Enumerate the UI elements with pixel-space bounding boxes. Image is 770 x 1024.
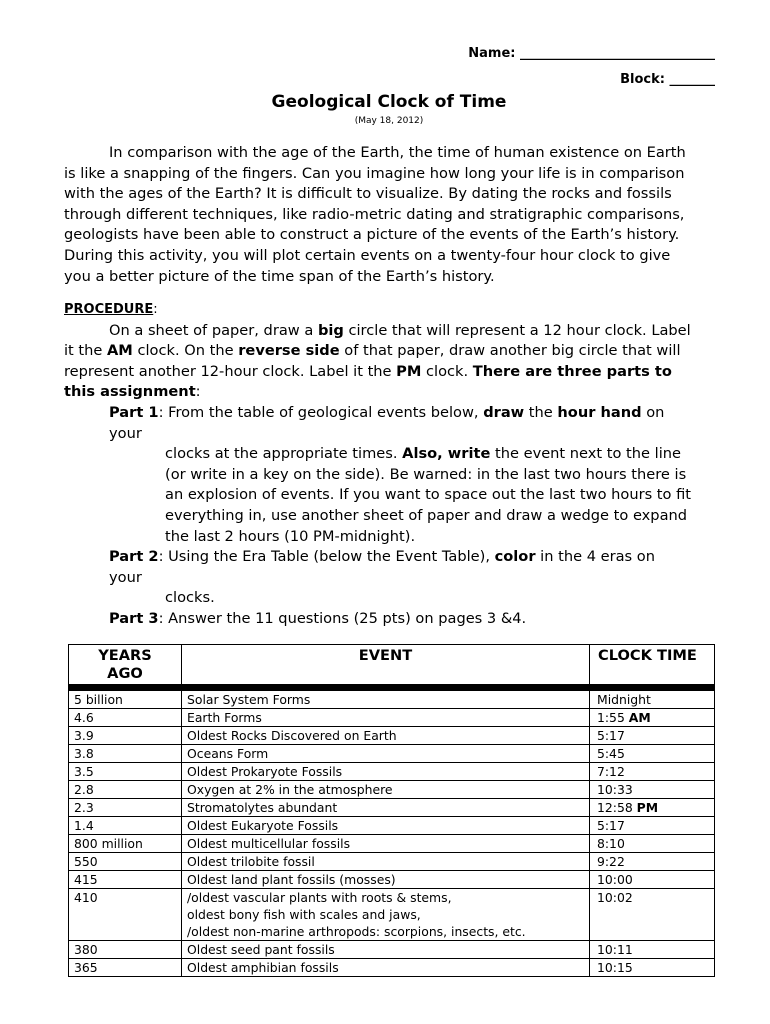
- years-ago-cell: 4.6: [69, 709, 182, 727]
- years-ago-cell: 415: [69, 871, 182, 889]
- am-pm-marker: PM: [636, 800, 659, 815]
- part2-line: Part 2: Using the Era Table (below the Event Table), color in the 4 eras on: [109, 548, 655, 566]
- years-ago-cell: 5 billion: [69, 691, 182, 709]
- event-text: Oldest Prokaryote Fossils: [187, 764, 343, 779]
- event-cell: [182, 959, 590, 977]
- table-row: [69, 889, 715, 941]
- intro-line: geologists have been able to construct a picture of the events of the Earth’s history.: [64, 226, 680, 244]
- event-text: Oldest land plant fossils (mosses): [187, 872, 396, 887]
- event-cell: [182, 799, 590, 817]
- clock-time-value: 5:45: [597, 746, 625, 761]
- years-ago-cell: 2.3: [69, 799, 182, 817]
- procedure-section: [64, 300, 724, 630]
- clock-time-value: 9:22: [597, 854, 625, 869]
- table-row: [69, 853, 715, 871]
- event-cell: [182, 763, 590, 781]
- block-field-label: Block: _______: [620, 72, 715, 87]
- years-ago-cell: 550: [69, 853, 182, 871]
- years-ago-cell: 410: [69, 889, 182, 941]
- years-ago-cell: 3.8: [69, 745, 182, 763]
- table-row: [69, 727, 715, 745]
- table-row: [69, 781, 715, 799]
- intro-line: you a better picture of the time span of the Earth’s history.: [64, 267, 495, 285]
- intro-line: [64, 143, 724, 164]
- clock-time-cell: [590, 709, 715, 727]
- event-text: Solar System Forms: [187, 692, 311, 707]
- part1-line: clocks at the appropriate times. Also, write the event next to the line: [165, 445, 681, 463]
- clock-time-cell: [590, 853, 715, 871]
- clock-time-cell: [590, 835, 715, 853]
- years-ago-header: YEARS AGO: [69, 645, 182, 685]
- clock-time-cell: [590, 781, 715, 799]
- event-text: Oldest Rocks Discovered on Earth: [187, 728, 397, 743]
- event-cell: [182, 817, 590, 835]
- table-row: [69, 709, 715, 727]
- event-cell: [182, 709, 590, 727]
- part2-line: clocks.: [165, 589, 215, 607]
- clock-time-value: 10:15: [597, 960, 633, 975]
- table-row: [69, 835, 715, 853]
- clock-time-cell: [590, 941, 715, 959]
- event-text: Oxygen at 2% in the atmosphere: [187, 782, 393, 797]
- years-ago-cell: 3.9: [69, 727, 182, 745]
- years-ago-cell: 800 million: [69, 835, 182, 853]
- page-title: Geological Clock of Time: [271, 92, 507, 112]
- part1-line: an explosion of events. If you want to space out the last two hours to fit: [165, 486, 692, 504]
- intro-text: In comparison with the age of the Earth, the time of human existence on Earth: [109, 144, 686, 161]
- clock-time-value: 10:33: [597, 782, 633, 797]
- intro-line: During this activity, you will plot certain events on a twenty-four hour clock to give: [64, 246, 671, 264]
- clock-time-value: 1:55: [597, 710, 629, 725]
- event-cell: [182, 691, 590, 709]
- part1-line: Part 1: From the table of geological events below, draw the hour hand on: [109, 403, 665, 421]
- clock-time-cell: [590, 745, 715, 763]
- clock-time-value: 10:02: [597, 890, 633, 905]
- procedure-line: represent another 12-hour clock. Label it the PM clock. There are three parts to: [64, 362, 672, 380]
- clock-time-cell: [590, 799, 715, 817]
- table-row: [69, 871, 715, 889]
- geological-events-table: [68, 644, 715, 977]
- clock-time-value: 5:17: [597, 728, 625, 743]
- table-body: [69, 691, 715, 977]
- event-text: Oldest multicellular fossils: [187, 836, 351, 851]
- event-text: /oldest vascular plants with roots & stems,: [187, 890, 452, 905]
- procedure-line: On a sheet of paper, draw a big circle that will represent a 12 hour clock. Label: [109, 321, 691, 339]
- part3-label: Part 3: [109, 609, 159, 627]
- event-cell: [182, 889, 590, 941]
- part2-label: Part 2: [109, 548, 159, 566]
- table-row: [69, 691, 715, 709]
- clock-time-cell: [590, 871, 715, 889]
- table-row: [69, 817, 715, 835]
- event-cell: [182, 727, 590, 745]
- event-cell: [182, 835, 590, 853]
- clock-time-header: CLOCK TIME: [590, 645, 715, 685]
- event-text: Oldest amphibian fossils: [187, 960, 339, 975]
- intro-line: with the ages of the Earth? It is difficult to visualize. By dating the rocks and fossils: [64, 185, 672, 203]
- procedure-line: it the AM clock. On the reverse side of that paper, draw another big circle that will: [64, 342, 681, 360]
- clock-time-value: 8:10: [597, 836, 625, 851]
- event-text: oldest bony fish with scales and jaws,: [187, 907, 421, 922]
- clock-time-value: 5:17: [597, 818, 625, 833]
- part2-line: your: [109, 568, 142, 586]
- am-pm-marker: AM: [628, 710, 651, 725]
- clock-time-cell: [590, 727, 715, 745]
- clock-time-value: 10:11: [597, 942, 633, 957]
- procedure-heading: [64, 300, 724, 321]
- procedure-heading-text: PROCEDURE: [64, 302, 154, 317]
- procedure-heading-colon: :: [153, 302, 158, 317]
- event-text: Oldest Eukaryote Fossils: [187, 818, 339, 833]
- years-ago-cell: 3.5: [69, 763, 182, 781]
- name-field-label: Name: ______________________________: [468, 46, 715, 61]
- part3-line: Part 3: Answer the 11 questions (25 pts) on pages 3 &4.: [109, 609, 527, 627]
- document-date: (May 18, 2012): [354, 116, 424, 126]
- part1-line: everything in, use another sheet of paper and draw a wedge to expand: [165, 506, 688, 524]
- event-cell: [182, 745, 590, 763]
- clock-time-value: 7:12: [597, 764, 625, 779]
- event-text: Oldest seed pant fossils: [187, 942, 335, 957]
- clock-time-cell: [590, 959, 715, 977]
- clock-time-value: Midnight: [597, 692, 651, 707]
- event-text: Earth Forms: [187, 710, 262, 725]
- event-text: /oldest non-marine arthropods: scorpions, insects, etc.: [187, 924, 526, 939]
- event-cell: [182, 781, 590, 799]
- event-cell: [182, 941, 590, 959]
- table-row: [69, 799, 715, 817]
- table-row: [69, 959, 715, 977]
- part1-line: the last 2 hours (10 PM-midnight).: [165, 527, 416, 545]
- years-ago-cell: 365: [69, 959, 182, 977]
- table-row: [69, 745, 715, 763]
- part1-label: Part 1: [109, 403, 159, 421]
- clock-time-cell: [590, 817, 715, 835]
- clock-time-cell: [590, 889, 715, 941]
- years-ago-cell: 2.8: [69, 781, 182, 799]
- event-text: Oldest trilobite fossil: [187, 854, 315, 869]
- table-row: [69, 763, 715, 781]
- part1-line: your: [109, 424, 142, 442]
- event-text: Oceans Form: [187, 746, 269, 761]
- part1-line: (or write in a key on the side). Be warned: in the last two hours there is: [165, 465, 687, 483]
- event-cell: [182, 853, 590, 871]
- clock-time-value: 12:58: [597, 800, 637, 815]
- table-row: [69, 941, 715, 959]
- intro-paragraph: [64, 143, 724, 287]
- event-text: Stromatolytes abundant: [187, 800, 338, 815]
- event-header: EVENT: [182, 645, 590, 685]
- table-header-row: [69, 645, 715, 685]
- procedure-line: this assignment:: [64, 383, 201, 401]
- intro-line: through different techniques, like radio-metric dating and stratigraphic comparisons,: [64, 205, 685, 223]
- years-ago-cell: 380: [69, 941, 182, 959]
- clock-time-cell: [590, 763, 715, 781]
- intro-line: is like a snapping of the fingers. Can you imagine how long your life is in comparison: [64, 164, 685, 182]
- clock-time-value: 10:00: [597, 872, 633, 887]
- event-cell: [182, 871, 590, 889]
- clock-time-cell: [590, 691, 715, 709]
- years-ago-cell: 1.4: [69, 817, 182, 835]
